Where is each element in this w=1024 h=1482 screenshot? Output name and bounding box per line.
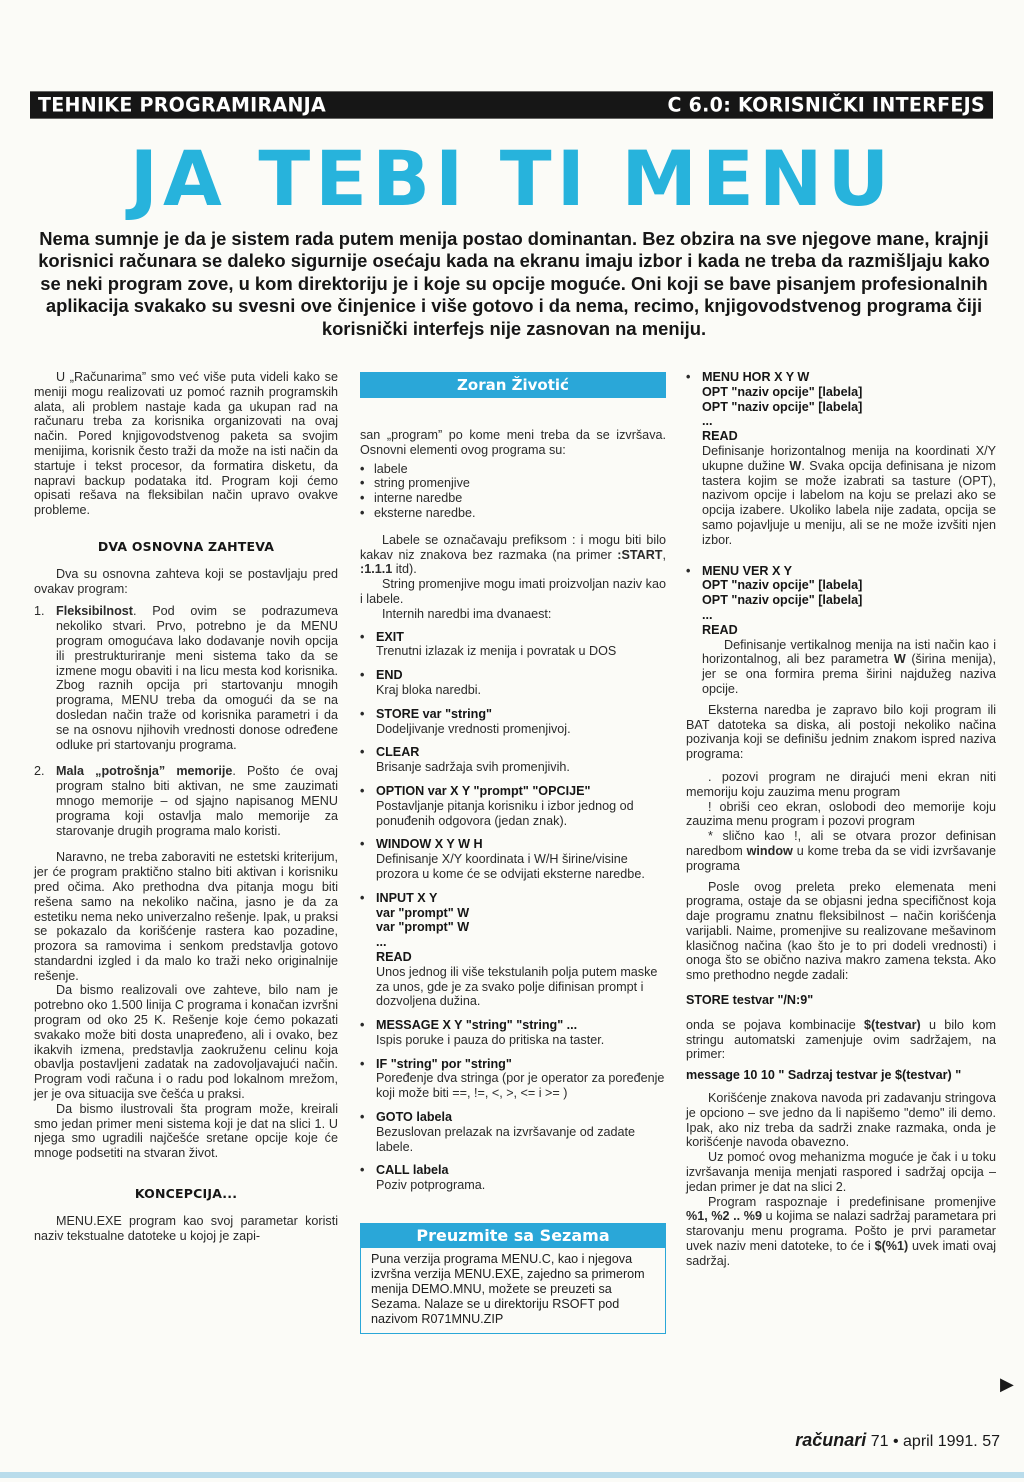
bullet-icon: •: [686, 370, 691, 384]
list-item: [34, 764, 338, 838]
item-text: . Pošto će ovaj program stalno biti aktivan, ne sme zauzimati mnogo memorije – od sjajno napisanog MENU programa koji ostavlja malo memorije za starovanje drugih programa malo koristi.: [56, 764, 338, 838]
page-number: 57: [982, 1433, 1000, 1450]
magazine-logo: računari: [795, 1430, 867, 1450]
item-body: [56, 604, 338, 752]
command-description: Poređenje dva stringa (por je operator za poređenje koji može biti ==, !=, <, >, <= i >= ): [376, 1071, 665, 1101]
command-item: [360, 1163, 666, 1193]
paragraph: Naravno, ne treba zaboraviti ne estetski kriterijum, jer će program praktično stalno biti aktivan i korisniku pred očima. Ako prethodna dva pitanja mogu biti rešena samo na nekoliko načina, jasno je da za estetiku nema neko univerzalno rešenje. Ipak, u praksi se pokazalo da korišćenje rastera kao pozadine, prozora sa ramovima i senkom predstavlja gotovo standardni izgled i da malo ko traži neko originalnije rešenje.: [34, 850, 338, 983]
command-item: [360, 1018, 666, 1048]
download-box-title: Preuzmite sa Sezama: [361, 1224, 665, 1248]
bullet-icon: •: [360, 1110, 365, 1125]
command-item: [360, 784, 666, 828]
code-example: message 10 10 " Sadrzaj testvar je $(testvar) ": [686, 1068, 962, 1083]
command-description: Unos jednog ili više tekstulanih polja putem maske za unos, gde je za svako polje difinisan prompt i dozvoljena dužina.: [376, 964, 658, 1009]
page-footer: [700, 1430, 1000, 1451]
command-syntax: STORE var "string": [376, 706, 492, 721]
bullet-icon: •: [360, 837, 365, 852]
command-syntax: OPT "naziv opcije" [labela]: [702, 384, 863, 399]
bullet-icon: •: [686, 563, 691, 578]
command-item: [360, 630, 666, 660]
command-syntax: READ: [702, 622, 738, 637]
paragraph: Definisanje vertikalnog menija na isti način kao i horizontalnog, ali bez parametra W (širina menija), jer se ona formira prema širini najdužeg naziva opcije.: [702, 637, 996, 696]
bullet-text: interne naredbe: [374, 491, 463, 506]
issue-date: april 1991.: [903, 1433, 978, 1450]
bullet-list: [360, 462, 666, 521]
bullet-icon: •: [360, 1163, 365, 1178]
command-item: [686, 370, 996, 548]
command-item: [360, 1110, 666, 1154]
command-item: [360, 891, 666, 1009]
command-syntax: WINDOW X Y W H: [376, 837, 483, 852]
command-description: Ispis poruke i pauza do pritiska na taster.: [376, 1032, 605, 1047]
command-syntax: OPT "naziv opcije" [labela]: [702, 578, 863, 593]
bullet-icon: •: [360, 629, 365, 644]
command-item: [360, 1057, 666, 1101]
paragraph: onda se pojava kombinacije $(testvar) u bilo kom stringu automatski zamenjuje ovim sadržajem, na primer:: [686, 1017, 996, 1062]
command-description: Postavljanje pitanja korisniku i izbor jednog od ponuđenih odgovora (jedan znak).: [376, 798, 634, 828]
paragraph: ! obriši ceo ekran, oslobodi deo memorije koju zauzima menu program i pozovi program: [686, 799, 996, 829]
bullet-icon: •: [892, 1433, 899, 1450]
command-description: Definisanje X/Y koordinata i W/H širine/visine prozora u kome će se odvijati eksterne naredbe.: [376, 852, 645, 881]
paragraph: Definisanje horizontalnog menija na koordinati X/Y ukupne dužine W. Svaka opcija definisana je nizom tastera kojim se može izabrati sa tasture (OPT), nazivom opcije i labelom na koju se prelazi ako se opcija izabere. Ukoliko labela nije zadata, opcija se samo pojavljuje u meniju, ali se ne može izvšiti njen izbor.: [702, 443, 996, 547]
command-syntax: IF "string" por "string": [376, 1056, 512, 1071]
bullet-icon: •: [360, 668, 365, 683]
column-left: [34, 370, 338, 1243]
download-box: [360, 1223, 666, 1334]
item-number: 2.: [34, 764, 45, 779]
bullet-icon: •: [360, 476, 365, 491]
command-syntax: MENU HOR X Y W: [702, 370, 810, 384]
paragraph: String promenjive mogu imati proizvoljan naziv kao i labele.: [360, 577, 666, 606]
command-list: [360, 630, 666, 1194]
bullet-icon: •: [360, 461, 365, 476]
paragraph: . pozovi program ne dirajući meni ekran niti memoriju koju zauzima menu program: [686, 769, 996, 799]
command-syntax: END: [376, 668, 403, 683]
command-syntax: OPTION var X Y "prompt" "OPCIJE": [376, 783, 591, 798]
section-header-bar: [30, 91, 993, 118]
bullet-text: eksterne naredbe.: [374, 505, 476, 520]
subheading: KONCEPCIJA...: [134, 1186, 238, 1202]
article-title: JA TEBI TI MENU: [129, 134, 895, 223]
code-example: STORE testvar "/N:9": [686, 993, 814, 1008]
paragraph: Da bismo realizovali ove zahteve, bilo nam je potrebno oko 1.500 linija C programa i konačan izvršni program od oko 25 K. Rešenje koje ćemo pokazati svakako može biti dosta unapređeno, ali i ovako, bez ikakvih izmena, predstavlja zaokruženu celinu koja obavlja postavljeni zadatak na zadovoljavajući način. Program vodi računa i o radu pod lokalnom mrežom, jer je ova situacija sve češća u praksi.: [34, 983, 338, 1102]
continue-arrow-icon: ▶: [1000, 1374, 1014, 1394]
bullet-icon: •: [360, 783, 365, 798]
command-syntax: OPT "naziv opcije" [labela]: [702, 399, 863, 414]
item-text: . Pod ovim se podrazumeva nekoliko stvari. Prvo, potrebno je da MENU program omogućava lako dodavanje novih opcija ili prestrukturiranje meni sistema tako da se izmene mogu obaviti i na licu mesta kod korisnika. Zbog raznih opcija pri startovanju mnogih programa, MENU treba da omogući da se na dosledan način traže od korisnika parametri i da se na osnovu njihovih vrednosti donose određene odluke pri startovanju programa.: [56, 604, 338, 752]
command-syntax: ...: [702, 607, 713, 622]
item-heading: Mala „potrošnja” memorije: [56, 764, 233, 779]
issue-number: 71: [870, 1433, 889, 1450]
command-item: [360, 745, 666, 775]
bullet-icon: •: [360, 505, 365, 520]
command-item: [360, 837, 666, 881]
command-syntax: MESSAGE X Y "string" "string" ...: [376, 1018, 578, 1033]
paragraph: Dva su osnovna zahteva koji se postavljaju pred ovakav program:: [34, 566, 338, 596]
paragraph: * slično kao !, ali se otvara prozor definisan naredbom window u kome treba da se vidi izvršavanje programa: [686, 829, 996, 873]
command-item: [360, 668, 666, 698]
command-syntax: EXIT: [376, 629, 404, 644]
paragraph: Labele se označavaju prefiksom : i mogu biti bilo kakav niz znakova bez razmaka (na primer :START, :1.1.1 itd).: [360, 532, 666, 577]
bullet-icon: •: [360, 890, 365, 905]
paragraph: Da bismo ilustrovali šta program može, kreirali smo jedan primer meni sistema koji je dat na slici 1. U njega smo ugradili najčešće sretane opcije koje će mnoge podsetiti na stvaran život.: [34, 1101, 338, 1161]
list-item: [360, 476, 666, 491]
paragraph: U „Računarima” smo već više puta videli kako se meniji mogu realizovati uz pomoć raznih programskih alata, ali problem nastaje kada ga ukupan rad na računaru treba za korisnika organizovati na ovaj način. Pored knjigovodstvenog paketa sa svojim menijima, korisnik često traži da može na isti način da startuje i tekst procesor, da formatira disketu, da napravi backup podataka itd. Program koji ćemo opisati rešava na fleksibilan način upravo ovakve probleme.: [34, 370, 338, 518]
paragraph: Internih naredbi ima dvanaest:: [382, 606, 552, 621]
item-number: 1.: [34, 604, 45, 619]
topic-label: C 6.0: KORISNIČKI INTERFEJS: [667, 93, 985, 117]
command-description: Trenutni izlazak iz menija i povratak u DOS: [376, 644, 617, 659]
command-description: Bezuslovan prelazak na izvršavanje od zadate labele.: [376, 1124, 636, 1154]
bullet-icon: •: [360, 491, 365, 506]
bullet-text: labele: [374, 461, 408, 476]
command-syntax: ...: [702, 414, 713, 429]
command-syntax: GOTO labela: [376, 1110, 453, 1125]
paragraph: Posle ovog preleta preko elemenata meni programa, ostaje da se objasni jedna specifičnost koja daje programu znatnu fleksibilnost – način korišćenja varijabli. Naime, promenjive su realizovane mešavinom klasičnog načina (kao što je to pri dodeli vrednosti) i onoga što se obično naziva makro zamena teksta. Ako smo prethodno negde zadali:: [686, 879, 996, 983]
command-item: [360, 707, 666, 737]
paragraph: Eksterna naredba je zapravo bilo koji program ili BAT datoteka sa diska, ali postoji nekoliko načina pozivanja koji se definišu jednim znakom ispred naziva programa:: [686, 702, 996, 762]
list-item: [34, 604, 338, 752]
command-description: Brisanje sadržaja svih promenjivih.: [376, 760, 570, 775]
download-box-text: Puna verzija programa MENU.C, kao i njegova izvršna verzija MENU.EXE, zajedno sa primerom menija DEMO.MNU, možete se preuzeti sa Sezama. Nalaze se u direktoriju RSOFT pod nazivom R071MNU.ZIP: [371, 1252, 645, 1327]
article-lead: Nema sumnje je da je sistem rada putem menija postao dominantan. Bez obzira na sve njegove mane, krajnji korisnici računara se daleko sigurnije osećaju kada na ekranu imaju izbor i kada ne treba da razmišljaju kako se neki program zove, u kom direktoriju je i koje su opcije moguće. Oni koji se bave pisanjem profesionalnih aplikacija svakako su svesni ove činjenice i više gotovo i da nema, recimo, knjigovodstvenog programa čiji korisnički interfejs nije zasnovan na meniju.: [38, 228, 990, 339]
subheading: DVA OSNOVNA ZAHTEVA: [97, 538, 275, 554]
bullet-text: string promenjive: [374, 476, 470, 491]
column-right: [686, 370, 996, 1269]
command-item: [686, 564, 996, 697]
command-syntax: READ: [702, 429, 738, 444]
list-item: [360, 491, 666, 506]
paragraph: Uz pomoć ovog mehanizma moguće je čak i u toku izvršavanja menija menjati raspored i sadržaj opcija – jedan primer je dat na slici 2.: [686, 1150, 996, 1194]
command-syntax: CLEAR: [376, 745, 420, 760]
list-item: [360, 506, 666, 521]
paragraph: san „program” po kome meni treba da se izvršava. Osnovni elementi ovog programa su:: [360, 428, 666, 457]
numbered-list: [34, 604, 338, 838]
bullet-icon: •: [360, 1056, 365, 1071]
section-label: TEHNIKE PROGRAMIRANJA: [38, 93, 327, 117]
bullet-icon: •: [360, 706, 365, 721]
paragraph: Korišćenje znakova navoda pri zadavanju stringova je opciono – sve jedno da li napišemo "demo" ili demo. Ipak, ako niz treba da sadrži znake razmaka, onda je korišćenje navoda obavezno.: [686, 1091, 996, 1150]
command-syntax: CALL labela: [376, 1163, 449, 1178]
paragraph: Program raspoznaje i predefinisane promenjive %1, %2 .. %9 u kojima se nalazi sadržaj parametara pri starovanju menu programa. Pošto je prvi parametar uvek naziv meni datoteke, to će i $(%1) uvek imati ovaj sadržaj.: [686, 1194, 996, 1268]
author-byline: Zoran Životić: [360, 372, 666, 398]
command-syntax: MENU VER X Y: [702, 563, 793, 578]
bullet-icon: •: [360, 745, 365, 760]
item-body: [56, 764, 338, 838]
command-description: Kraj bloka naredbi.: [376, 682, 482, 697]
paragraph: MENU.EXE program kao svoj parametar koristi naziv tekstualne datoteke u kojoj je zapi-: [34, 1213, 338, 1243]
command-description: Poziv potprograma.: [376, 1178, 486, 1193]
list-item: [360, 462, 666, 477]
command-syntax: INPUT X Y var "prompt" W var "prompt" W ... READ: [376, 890, 470, 964]
bullet-icon: •: [360, 1018, 365, 1033]
column-middle: [360, 370, 666, 1334]
item-heading: Fleksibilnost: [56, 604, 133, 619]
command-syntax: OPT "naziv opcije" [labela]: [702, 593, 863, 608]
bottom-divider: [0, 1472, 1024, 1478]
command-description: Dodeljivanje vrednosti promenjivoj.: [376, 721, 571, 736]
